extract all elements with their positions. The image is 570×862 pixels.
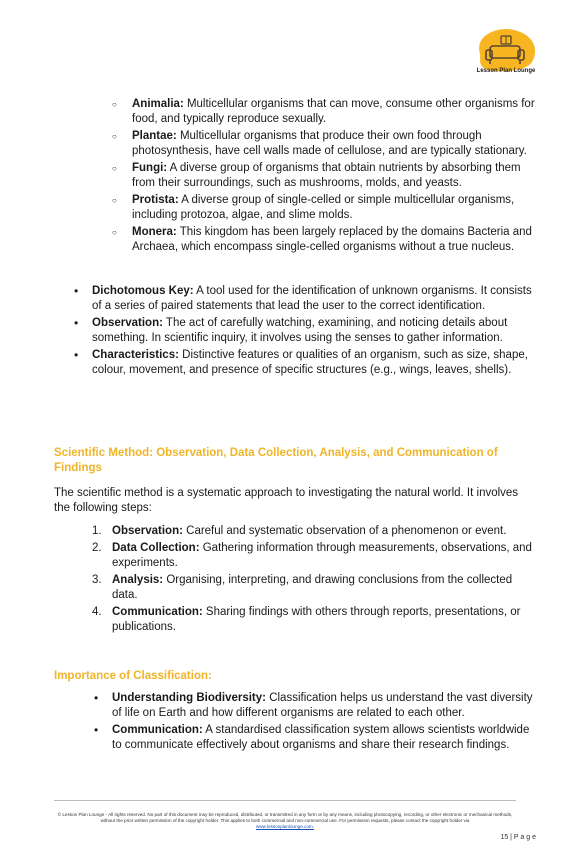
page-number: 15 | P a g e <box>500 834 536 841</box>
list-item: • Characteristics: Distinctive features or qualities of an organism, such as size, shape, colour, movement, and presence of specific structures (e.g., wings, leaves, shells). <box>74 348 528 376</box>
bullet-icon: • <box>94 723 99 737</box>
list-item: 1. Observation: Careful and systematic observation of a phenomenon or event. <box>92 525 507 537</box>
list-item: • Observation: The act of carefully watching, examining, and noticing details about something. In scientific inquiry, it involves using the senses to gather information. <box>74 316 508 344</box>
list-item: • Understanding Biodiversity: Classification helps us understand the vast diversity of life on Earth and how different organisms are related to each other. <box>94 691 533 719</box>
copyright-notice: © Lesson Plan Lounge - All rights reserved. No part of this document may be reproduced, distributed, or transmitted in any form or by any means, including photocopying, recording, or other electronic or mechanical methods, without the prior written permission of the copyright holder. This applies to both commercial and non-commercial use. For permission requests, please contact the copyright holder via www.lessonplanlounge.com. <box>57 812 513 829</box>
list-item: • Dichotomous Key: A tool used for the identification of unknown organisms. It consists of a series of paired statements that lead the user to the correct identification. <box>74 284 532 312</box>
section-heading: Scientific Method: Observation, Data Collection, Analysis, and Communication of Findings <box>54 447 498 474</box>
bullet-icon: • <box>74 284 79 298</box>
hollow-bullet-icon: ○ <box>112 132 117 141</box>
footer-divider <box>54 800 516 801</box>
kingdom-list <box>112 97 537 257</box>
section-heading: Importance of Classification: <box>54 670 212 682</box>
list-item: ○ Fungi: A diverse group of organisms that obtain nutrients by absorbing them from their surroundings, such as mushrooms, molds, and yeasts. <box>112 162 521 189</box>
hollow-bullet-icon: ○ <box>112 196 117 205</box>
list-item: 3. Analysis: Organising, interpreting, and drawing conclusions from the collected data. <box>92 574 513 601</box>
hollow-bullet-icon: ○ <box>112 100 117 109</box>
list-item: 2. Data Collection: Gathering information through measurements, observations, and experiments. <box>92 542 532 569</box>
hollow-bullet-icon: ○ <box>112 164 117 173</box>
hollow-bullet-icon: ○ <box>112 228 117 237</box>
bullet-icon: • <box>94 691 99 705</box>
importance-list <box>92 691 537 755</box>
steps-list <box>92 524 537 637</box>
section-intro: The scientific method is a systematic approach to investigating the natural world. It involves the following steps: <box>54 487 519 514</box>
list-item: • Communication: A standardised classification system allows scientists worldwide to communicate effectively about organisms and share their research findings. <box>94 723 530 751</box>
bullet-icon: • <box>74 316 79 330</box>
list-item: ○ Plantae: Multicellular organisms that produce their own food through photosynthesis, have cell walls made of cellulose, and are typically stationary. <box>112 130 527 157</box>
bullet-icon: • <box>74 348 79 362</box>
list-item: ○ Animalia: Multicellular organisms that can move, consume other organisms for food, and typically reproduce sexually. <box>112 98 535 125</box>
list-item: ○ Monera: This kingdom has been largely replaced by the domains Bacteria and Archaea, which encompass single-celled organisms without a true nucleus. <box>112 226 532 253</box>
website-link[interactable]: www.lessonplanlounge.com. <box>256 824 314 829</box>
logo-caption: Lesson Plan Lounge <box>476 68 536 74</box>
list-item: ○ Protista: A diverse group of single-celled or simple multicellular organisms, including protozoa, algae, and slime molds. <box>112 194 515 221</box>
list-item: 4. Communication: Sharing findings with others through reports, presentations, or publications. <box>92 606 521 633</box>
term-list <box>72 284 532 380</box>
